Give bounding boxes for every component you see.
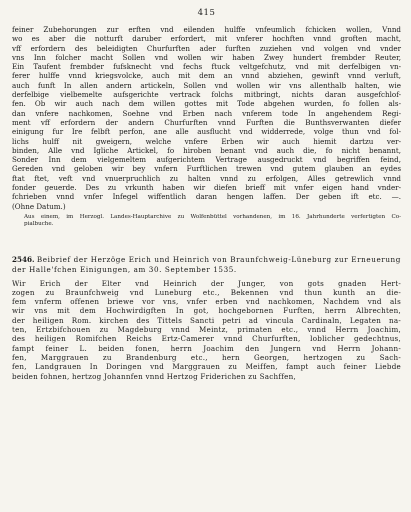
heading-line (12, 255, 401, 265)
text-line: derfelbige vielbemelte aufsgerichte vertrack folchs mitbringt, nichts daran ausgefchlof- (12, 90, 401, 100)
text-line: fampt feiner L. beiden fonen, herrn Joachim den Jungern vnd Herrn Johann- (12, 343, 401, 353)
text-line: fen, Landgrauen In Doringen vnd Marggrauen zu Meiffen, fampt auch feiner Liebde (12, 362, 401, 372)
text-line: ten, Ertzbifchouen zu Magdeburg vnnd Meintz, primaten etc., vnnd Herrn Joachim, (12, 325, 401, 335)
text-block-1 (12, 25, 401, 211)
text-line: binden, Alle vnd Igliche Artickel, fo hiroben benant vnd auch die, fo nicht benannt, (12, 145, 401, 155)
text-line: fonder geuerde. Des zu vrkunth haben wir diefen brieff mit vnfer eigen hand vnder- (12, 183, 401, 193)
text-line: fen. Ob wir auch nach dem willen gottes mit Tode abgehen wurden, fo follen als- (12, 99, 401, 109)
text-line: Wir Erich der Elter vnd Heinrich der Junger, von gots gnaden Hert- (12, 278, 401, 288)
text-line: ment vff erfordern der andern Churfurften vnnd Furften die Bunthsverwanten diefer (12, 117, 401, 127)
text-line: beiden fohnen, hertzog Johannfen vnnd Hertzog Friderichen zu Sachffen, (12, 371, 297, 381)
source-footnote (24, 214, 401, 228)
text-line: Gereden vnd geloben wir bey vnfern Furftlichen trewen vnd gutem glauben an eydes (12, 164, 401, 174)
text-line: auch funft In allen andern artickeln, Sollen vnd wollen wir vns allenthalb halten, wie (12, 80, 401, 90)
section-gap (12, 228, 401, 255)
text-line: Ein Taufent frembder fufsknecht vnd fechs ftuck veltgefchutz, vnd mit derfelbigen vn- (12, 62, 401, 72)
text-block-2 (12, 279, 401, 381)
text-line: pialbuche. (24, 221, 54, 228)
text-line: ferer hulffe vnnd kriegsvolcke, auch mit dem an vnnd abziehen, gewinft vnnd verluft, (12, 71, 401, 81)
text-line: lichs hulff nit gweigern, welche vnfere Erben wir auch hiemit dartzu ver- (12, 136, 401, 146)
text-line: Sonder Inn dem vielgemeltem aufgerichtem Vertrage ausgedruckt vnd begriffen feind, (12, 155, 401, 165)
heading-title-line: der Halle'fchen Einigungen, am 30. September 1535. (12, 264, 237, 274)
document-number: 2546. (12, 255, 35, 265)
text-line: fem vnferm offenen briewe vor vns, vnfer erben vnd nachkomen, Nachdem vnd als (12, 297, 401, 307)
heading-title-line: Beibrief der Herzöge Erich und Heinrich von Braunfchweig-Lüneburg zur Erneuerung (36, 255, 401, 265)
text-line: wir vns mit dem Hochwirdigften In got, hochgebornen Furften, herrn Albrechten, (12, 306, 401, 316)
text-line: einigung fur Ire felbft perfon, ane alle ausflucht vnd widderrede, volge thun vnd fol- (12, 127, 401, 137)
page-number: 415 (197, 8, 216, 18)
text-line: wo es aber die notturft daruber erfordert, mit vnferer hochften vnnd groften macht, (12, 34, 401, 44)
text-line: feiner Zubehorungen zur erften vnd eilenden hulffe vnfeumlich fchicken wollen, Vnnd (12, 25, 401, 34)
text-line: vns Inn folcher macht Sollen vnd wollen wir haben Zwey hundert frembder Reuter, (12, 52, 401, 62)
text-line: Aus einem, im Herzogl. Landes-Hauptarchive zu Wolfenbüttel vorhandenen, im 16. Jahrhunderte verfertigten Co- (24, 213, 401, 220)
text-line: fchrieben vnnd vnfer Infegel wiffentlich daran hengen laffen. Der geben ift etc. —. (12, 192, 401, 202)
text-line: fen, Marggrauen zu Brandenburg etc., hern Georgen, hertzogen zu Sach- (12, 352, 401, 362)
text-line: dan vnfere nachkomen, Soehne vnd Erben nach vnferem tode In angehendem Regi- (12, 108, 401, 118)
text-line: zogen zu Braunfchweig vnd Luneburg etc., Bekennen vnd thun kunth an die- (12, 287, 401, 297)
text-line: des heiligen Romifchen Reichs Ertz-Camerer vnnd Churfurften, loblicher gedechtnus, (12, 334, 401, 344)
text-line: (Ohne Datum.) (12, 201, 66, 211)
text-line: der heiligen Rom. kirchen des Tittels Sancti petri ad vincula Cardinaln, Legaten na- (12, 315, 401, 325)
document-heading (12, 255, 401, 274)
text-line: vff erfordern des beleidigten Churfurften ader furften zuziehen vnd volgen vnd vnder (12, 43, 401, 53)
text-line: ftat ftet, veft vnd vnuerpruchlich zu halten vnnd zu erfolgen, Alles getrewlich vnnd (12, 173, 401, 183)
